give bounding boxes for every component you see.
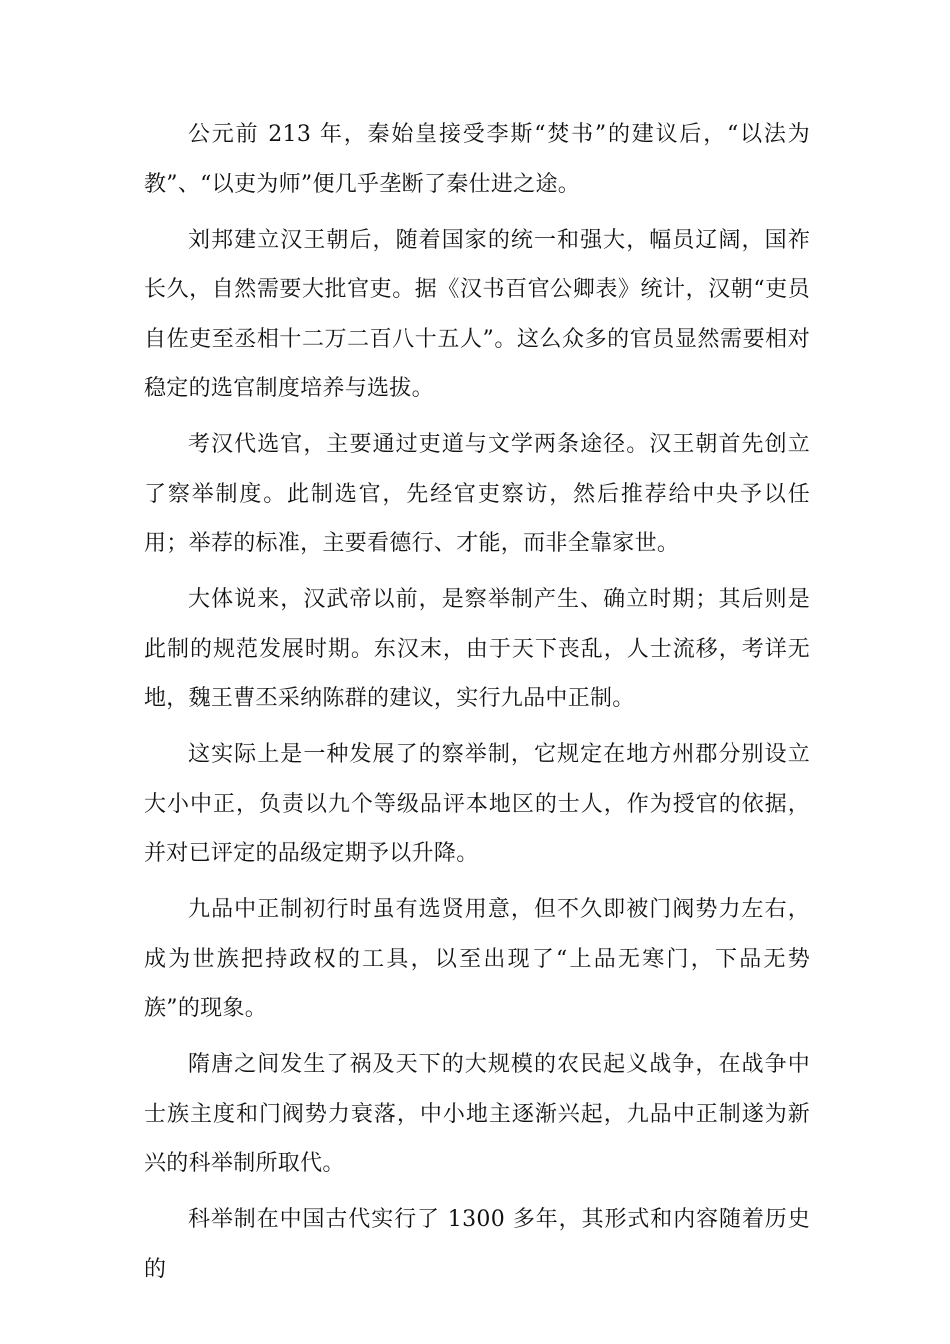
paragraph-8: 科举制在中国古代实行了 1300 多年，其形式和内容随着历史的 bbox=[144, 1207, 810, 1282]
paragraph-2: 刘邦建立汉王朝后，随着国家的统一和强大，幅员辽阔，国祚长久，自然需要大批官吏。据《汉书百官公卿表》统计，汉朝“吏员自佐吏至丞相十二万二百八十五人”。这么众多的官员显然需要相对稳定的选官制度培养与选拔。 bbox=[144, 227, 810, 401]
paragraph-4: 大体说来，汉武帝以前，是察举制产生、确立时期；其后则是此制的规范发展时期。东汉末，由于天下丧乱，人士流移，考详无地，魏王曹丕采纳陈群的建议，实行九品中正制。 bbox=[144, 587, 810, 711]
paragraph-1: 公元前 213 年，秦始皇接受李斯“焚书”的建议后，“以法为教”、“以吏为师”便几乎垄断了秦仕进之途。 bbox=[144, 122, 810, 197]
paragraph-5: 这实际上是一种发展了的察举制，它规定在地方州郡分别设立大小中正，负责以九个等级品评本地区的士人，作为授官的依据，并对已评定的品级定期予以升降。 bbox=[144, 742, 810, 866]
paragraph-7: 隋唐之间发生了祸及天下的大规模的农民起义战争，在战争中士族主度和门阀势力衰落，中小地主逐渐兴起，九品中正制遂为新兴的科举制所取代。 bbox=[144, 1052, 810, 1176]
paragraph-3: 考汉代选官，主要通过吏道与文学两条途径。汉王朝首先创立了察举制度。此制选官，先经官吏察访，然后推荐给中央予以任用；举荐的标准，主要看德行、才能，而非全靠家世。 bbox=[144, 432, 810, 556]
paragraph-6: 九品中正制初行时虽有选贤用意，但不久即被门阀势力左右，成为世族把持政权的工具，以至出现了“上品无寒门，下品无势族”的现象。 bbox=[144, 897, 810, 1021]
document-page bbox=[144, 110, 810, 1301]
